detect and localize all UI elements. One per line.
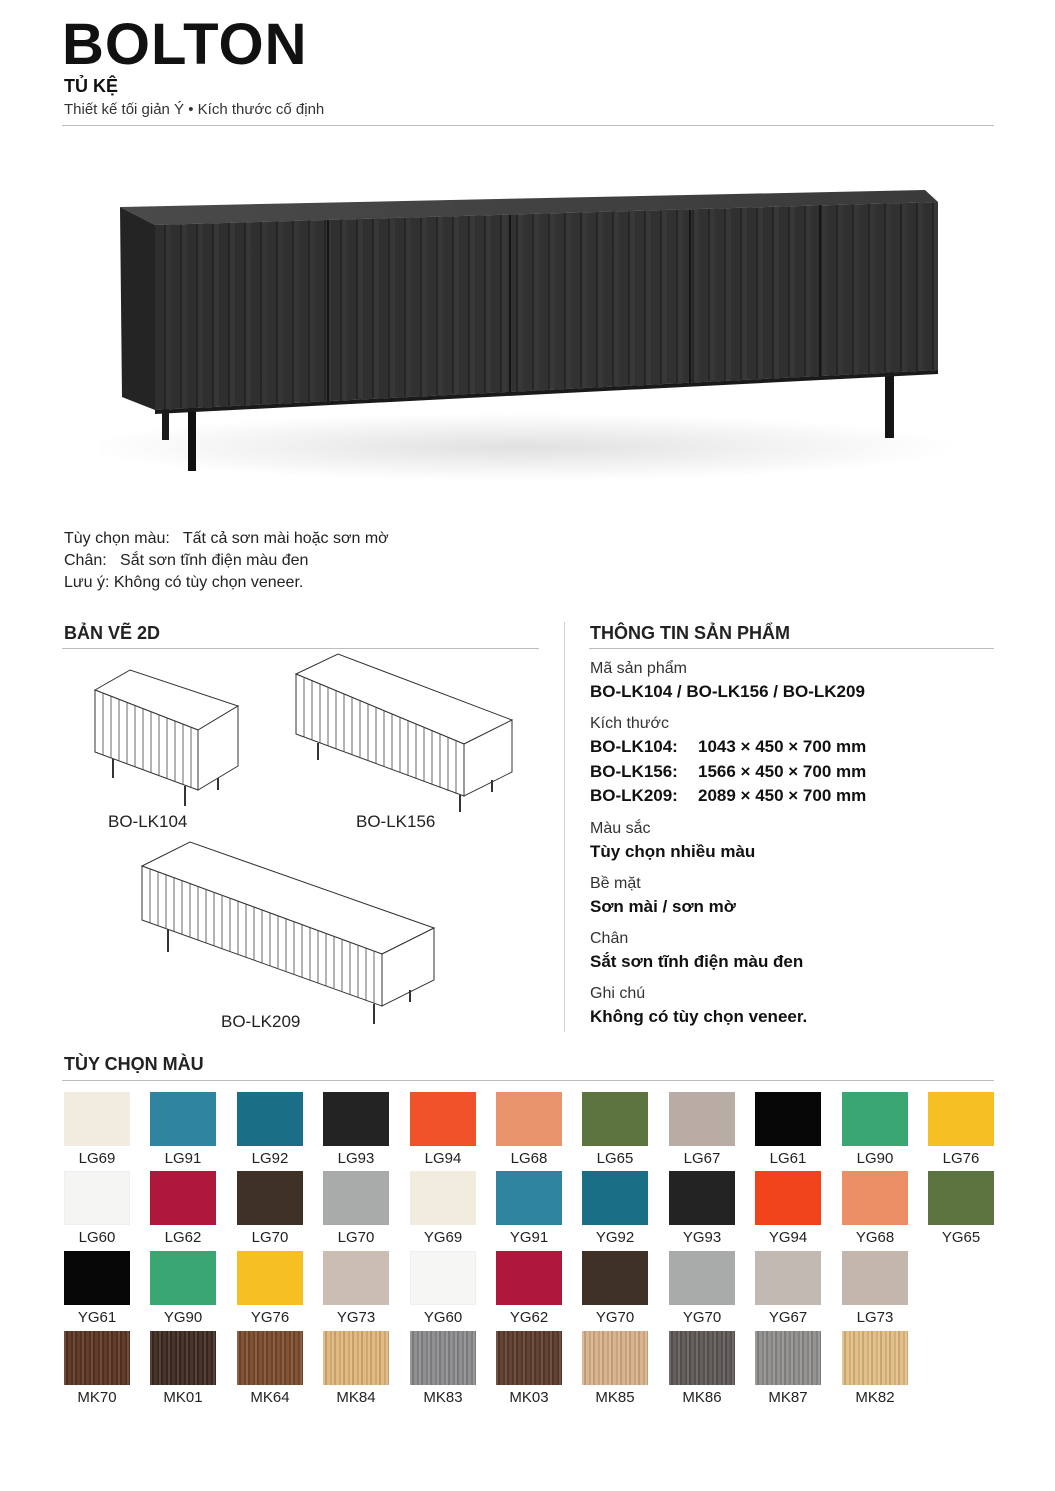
drawing-bo-lk209 bbox=[138, 840, 436, 1026]
color-swatch[interactable] bbox=[410, 1171, 476, 1225]
color-swatch-label: YG67 bbox=[768, 1309, 808, 1326]
color-swatch[interactable] bbox=[64, 1092, 130, 1146]
color-swatch-label: LG90 bbox=[856, 1150, 894, 1167]
color-swatch[interactable] bbox=[755, 1171, 821, 1225]
color-swatch-label: LG68 bbox=[510, 1150, 548, 1167]
color-swatch[interactable] bbox=[496, 1251, 562, 1305]
info-divider bbox=[589, 648, 994, 649]
note-leg: Chân: Sắt sơn tĩnh điện màu đen bbox=[64, 552, 309, 569]
color-swatch-label: YG70 bbox=[595, 1309, 635, 1326]
color-swatch[interactable] bbox=[150, 1171, 216, 1225]
column-divider bbox=[564, 622, 565, 1032]
drawings-divider bbox=[62, 648, 539, 649]
size-row: BO-LK156: 1566 × 450 × 700 mm bbox=[590, 761, 867, 781]
color-swatch[interactable] bbox=[842, 1331, 908, 1385]
color-swatch[interactable] bbox=[582, 1171, 648, 1225]
info-title: THÔNG TIN SẢN PHẨM bbox=[590, 623, 790, 643]
info-surface: Bề mặt Sơn mài / sơn mờ bbox=[590, 874, 736, 916]
color-swatch[interactable] bbox=[755, 1251, 821, 1305]
product-subtitle: TỦ KỆ bbox=[64, 76, 118, 96]
color-swatch[interactable] bbox=[323, 1331, 389, 1385]
color-swatch-label: MK82 bbox=[855, 1389, 895, 1406]
color-swatch-label: MK64 bbox=[250, 1389, 290, 1406]
color-swatch[interactable] bbox=[496, 1171, 562, 1225]
color-swatch-label: YG62 bbox=[509, 1309, 549, 1326]
color-swatch[interactable] bbox=[755, 1331, 821, 1385]
drawing-label-bo-lk209: BO-LK209 bbox=[221, 1012, 301, 1031]
color-swatch[interactable] bbox=[237, 1171, 303, 1225]
color-swatch-label: YG60 bbox=[423, 1309, 463, 1326]
color-swatch[interactable] bbox=[669, 1251, 735, 1305]
color-swatch[interactable] bbox=[842, 1092, 908, 1146]
color-swatch[interactable] bbox=[323, 1171, 389, 1225]
color-swatch-label: LG67 bbox=[683, 1150, 721, 1167]
color-swatch[interactable] bbox=[669, 1171, 735, 1225]
color-swatch-label: MK86 bbox=[682, 1389, 722, 1406]
color-swatch[interactable] bbox=[582, 1251, 648, 1305]
color-swatch[interactable] bbox=[410, 1331, 476, 1385]
color-swatch[interactable] bbox=[64, 1251, 130, 1305]
color-swatch[interactable] bbox=[410, 1251, 476, 1305]
color-swatch[interactable] bbox=[496, 1092, 562, 1146]
color-swatch-label: LG91 bbox=[164, 1150, 202, 1167]
brand-title: BOLTON bbox=[62, 12, 308, 77]
color-swatch-label: YG94 bbox=[768, 1229, 808, 1246]
header-divider bbox=[62, 125, 994, 126]
drawing-label-bo-lk156: BO-LK156 bbox=[356, 812, 436, 831]
color-swatch-label: LG65 bbox=[596, 1150, 634, 1167]
color-swatch-label: LG70 bbox=[337, 1229, 375, 1246]
color-swatch-label: YG73 bbox=[336, 1309, 376, 1326]
color-swatch-label: LG69 bbox=[78, 1150, 116, 1167]
color-swatch-label: LG93 bbox=[337, 1150, 375, 1167]
product-notes bbox=[64, 528, 389, 594]
color-swatch-label: LG92 bbox=[251, 1150, 289, 1167]
color-swatch[interactable] bbox=[582, 1092, 648, 1146]
color-swatch[interactable] bbox=[669, 1331, 735, 1385]
color-swatch-label: MK01 bbox=[163, 1389, 203, 1406]
drawing-bo-lk104 bbox=[90, 668, 240, 810]
color-swatch[interactable] bbox=[928, 1092, 994, 1146]
color-swatch[interactable] bbox=[410, 1092, 476, 1146]
color-swatch[interactable] bbox=[496, 1331, 562, 1385]
color-swatch-label: YG69 bbox=[423, 1229, 463, 1246]
color-swatch[interactable] bbox=[323, 1092, 389, 1146]
note-color-option: Tùy chọn màu: Tất cả sơn mài hoặc sơn mờ bbox=[64, 530, 389, 547]
color-swatch-label: MK84 bbox=[336, 1389, 376, 1406]
info-code: Mã sản phẩm BO-LK104 / BO-LK156 / BO-LK209 bbox=[590, 660, 865, 701]
color-swatch-label: YG65 bbox=[941, 1229, 981, 1246]
color-swatch-label: YG76 bbox=[250, 1309, 290, 1326]
size-row: BO-LK209: 2089 × 450 × 700 mm bbox=[590, 786, 867, 805]
color-swatch[interactable] bbox=[842, 1251, 908, 1305]
info-note: Ghi chú Không có tùy chọn veneer. bbox=[590, 984, 808, 1026]
color-swatch-label: LG76 bbox=[942, 1150, 980, 1167]
note-veneer: Lưu ý: Không có tùy chọn veneer. bbox=[64, 574, 304, 591]
size-row: BO-LK104: 1043 × 450 × 700 mm bbox=[590, 737, 867, 756]
color-swatch[interactable] bbox=[150, 1251, 216, 1305]
color-swatch[interactable] bbox=[842, 1171, 908, 1225]
color-swatch-label: YG61 bbox=[77, 1309, 117, 1326]
color-swatch-label: LG73 bbox=[856, 1309, 894, 1326]
color-swatch[interactable] bbox=[928, 1171, 994, 1225]
color-swatch-label: MK03 bbox=[509, 1389, 549, 1406]
color-swatch-label: MK70 bbox=[77, 1389, 117, 1406]
color-swatch-label: LG60 bbox=[78, 1229, 116, 1246]
color-swatch-label: YG68 bbox=[855, 1229, 895, 1246]
color-swatch-label: LG62 bbox=[164, 1229, 202, 1246]
color-swatch-label: LG70 bbox=[251, 1229, 289, 1246]
color-swatch[interactable] bbox=[669, 1092, 735, 1146]
product-info bbox=[590, 658, 995, 1038]
color-swatch[interactable] bbox=[237, 1251, 303, 1305]
drawing-bo-lk156 bbox=[292, 652, 514, 814]
color-swatch-label: MK87 bbox=[768, 1389, 808, 1406]
color-swatch-label: YG92 bbox=[595, 1229, 635, 1246]
colors-title: TÙY CHỌN MÀU bbox=[64, 1054, 204, 1074]
drawings-title: BẢN VẼ 2D bbox=[64, 623, 161, 643]
info-leg: Chân Sắt sơn tĩnh điện màu đen bbox=[590, 929, 804, 971]
tagline: Thiết kế tối giản Ý • Kích thước cố định bbox=[64, 101, 325, 118]
color-swatch[interactable] bbox=[150, 1092, 216, 1146]
colors-divider bbox=[62, 1080, 994, 1081]
color-swatch-label: LG94 bbox=[424, 1150, 462, 1167]
color-swatch[interactable] bbox=[582, 1331, 648, 1385]
color-swatch[interactable] bbox=[64, 1171, 130, 1225]
product-hero-image bbox=[100, 165, 960, 485]
color-swatch-label: LG61 bbox=[769, 1150, 807, 1167]
color-swatch[interactable] bbox=[237, 1092, 303, 1146]
drawing-label-bo-lk104: BO-LK104 bbox=[108, 812, 188, 831]
info-color: Màu sắc Tùy chọn nhiều màu bbox=[590, 819, 756, 861]
info-size: Kích thước BO-LK104: 1043 × 450 × 700 mm BO-LK156: 1566 × 450 × 700 mm BO-LK209: 2089 × 450 × 700 mm bbox=[590, 713, 995, 809]
color-swatch-label: MK85 bbox=[595, 1389, 635, 1406]
color-swatch[interactable] bbox=[150, 1331, 216, 1385]
color-swatch-label: YG93 bbox=[682, 1229, 722, 1246]
color-swatch-label: YG90 bbox=[163, 1309, 203, 1326]
color-swatch[interactable] bbox=[64, 1331, 130, 1385]
color-swatch-label: YG91 bbox=[509, 1229, 549, 1246]
color-swatch[interactable] bbox=[755, 1092, 821, 1146]
color-swatch[interactable] bbox=[323, 1251, 389, 1305]
color-swatch-label: YG70 bbox=[682, 1309, 722, 1326]
color-swatch[interactable] bbox=[237, 1331, 303, 1385]
color-swatch-label: MK83 bbox=[423, 1389, 463, 1406]
